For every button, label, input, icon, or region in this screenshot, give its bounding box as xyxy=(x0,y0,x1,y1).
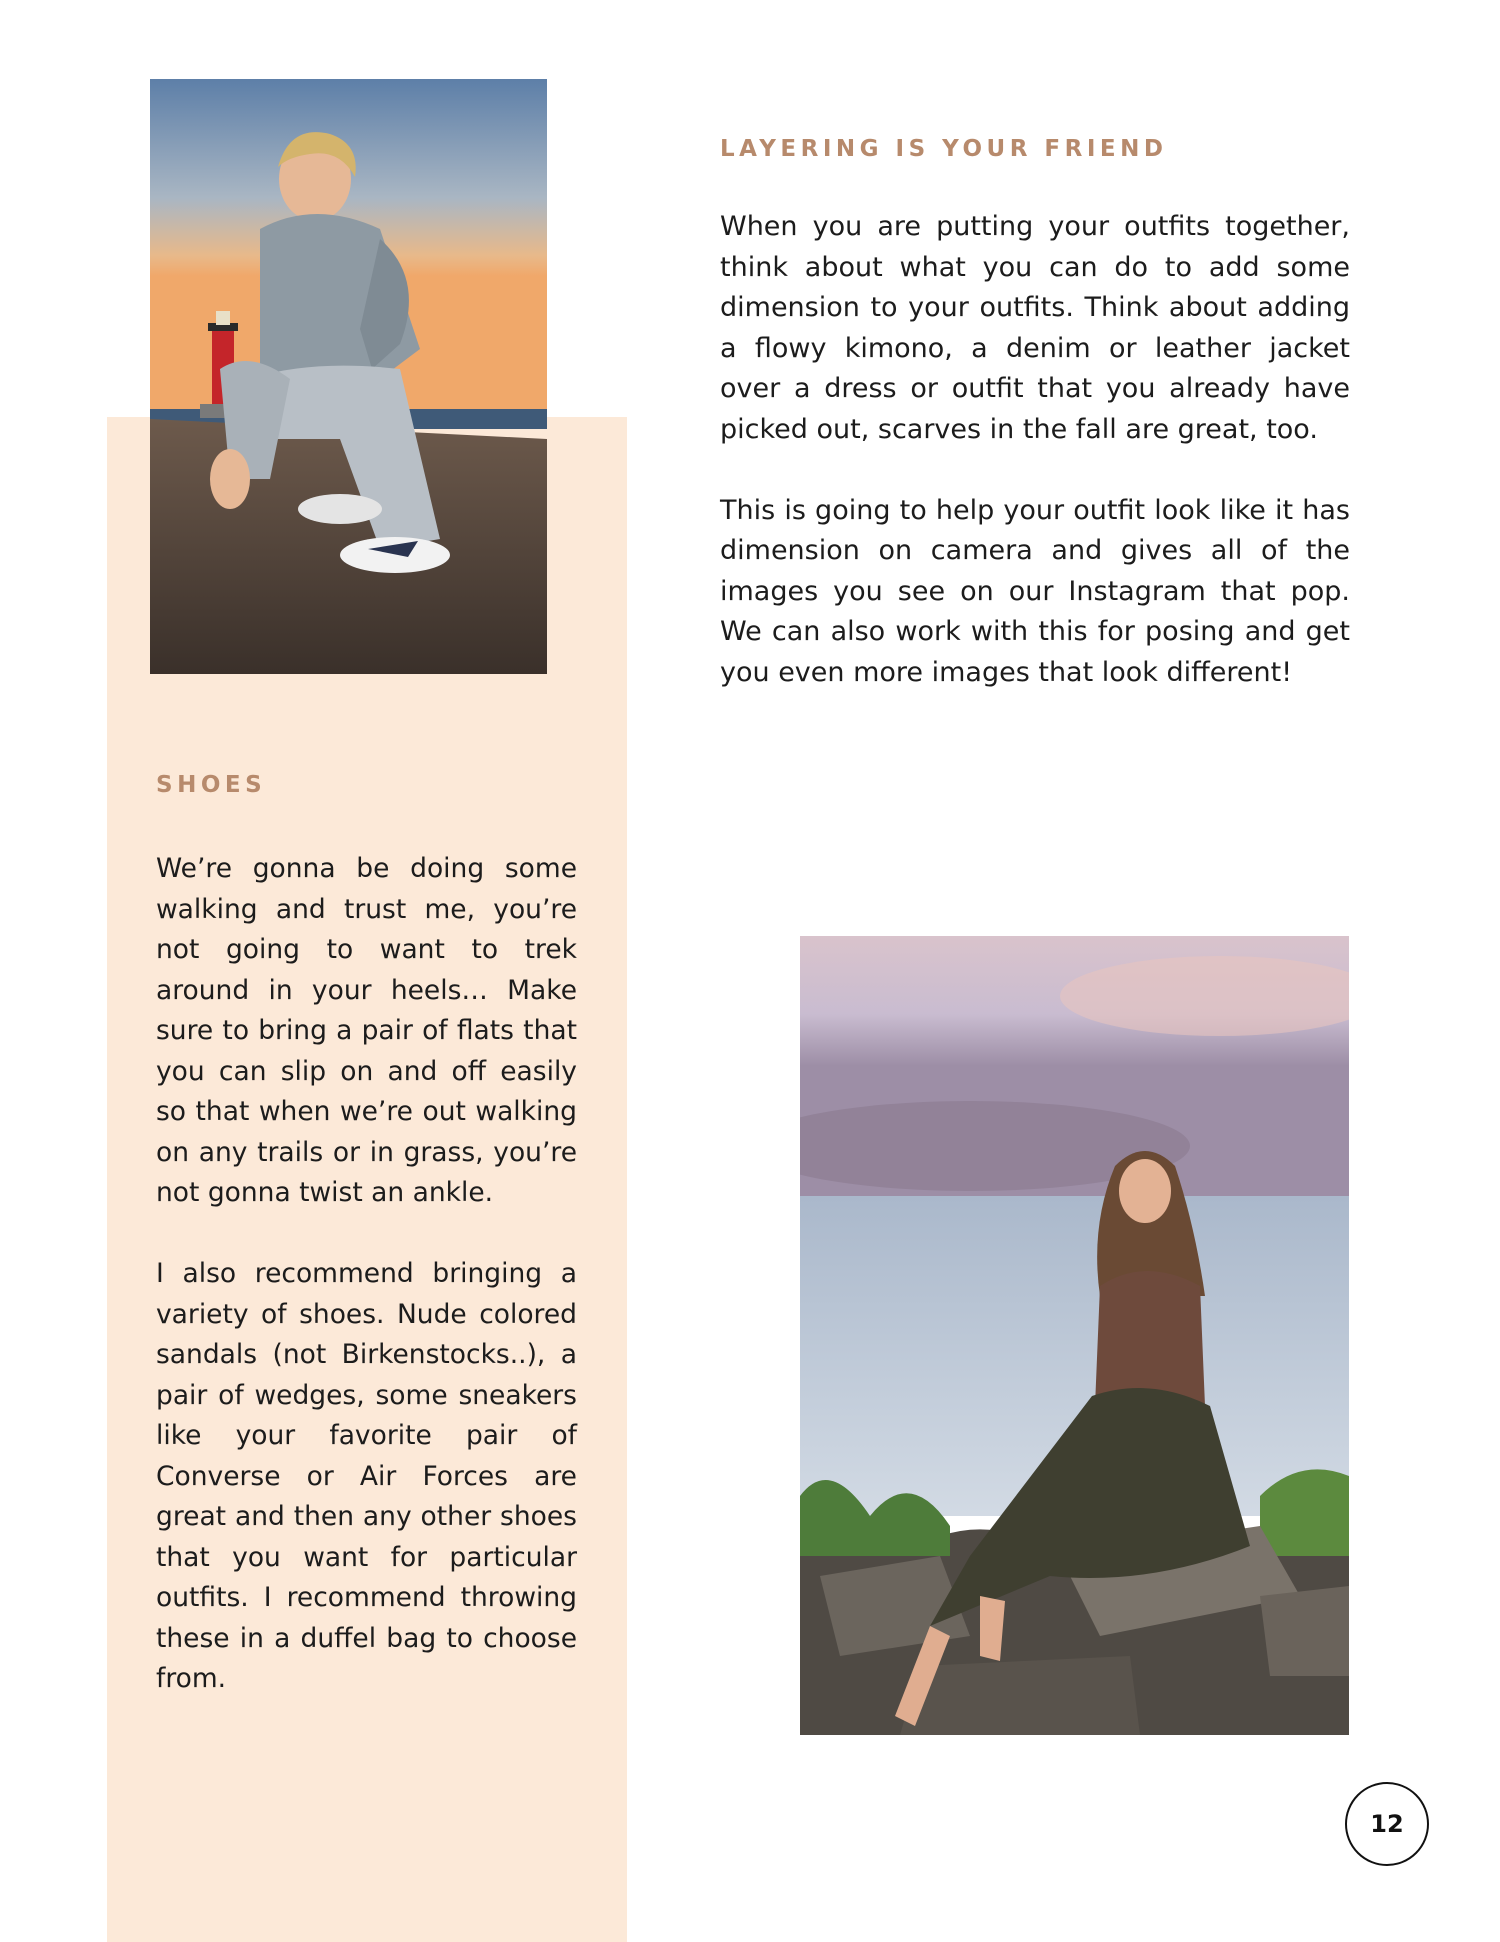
layering-paragraph: This is going to help your outfit look like it has dimension on camera and gives all of the images you see on our Instagram that pop. We can also work with this for posing and get you even more images that look different! xyxy=(720,494,1350,688)
lakeshore-portrait-graphic xyxy=(800,936,1349,1735)
layering-heading: LAYERING IS YOUR FRIEND xyxy=(720,136,1168,162)
layering-paragraph: When you are putting your outfits together, think about what you can do to add some dimension to your outfits. Think about adding a flowy kimono, a denim or leather jacket over a dress or outfit that you already have picked out, scarves in the fall are great, too. xyxy=(720,211,1350,445)
lighthouse-portrait-photo xyxy=(150,79,547,674)
page-number-badge: 12 xyxy=(1345,1782,1429,1866)
shoes-body xyxy=(156,849,577,1700)
shoes-heading: SHOES xyxy=(156,772,267,798)
lakeshore-portrait-photo xyxy=(800,936,1349,1735)
shoes-paragraph: I also recommend bringing a variety of shoes. Nude colored sandals (not Birkenstocks..), a pair of wedges, some sneakers like your favorite pair of Converse or Air Forces are great and then any other shoes that you want for particular outfits. I recommend throwing these in a duffel bag to choose from. xyxy=(156,1258,577,1694)
layering-body xyxy=(720,207,1350,693)
lighthouse-portrait-graphic xyxy=(150,79,547,674)
shoes-paragraph: We’re gonna be doing some walking and trust me, you’re not going to want to trek around in your heels… Make sure to bring a pair of flats that you can slip on and off easily so that when we’re out walking on any trails or in grass, you’re not gonna twist an ankle. xyxy=(156,853,577,1208)
